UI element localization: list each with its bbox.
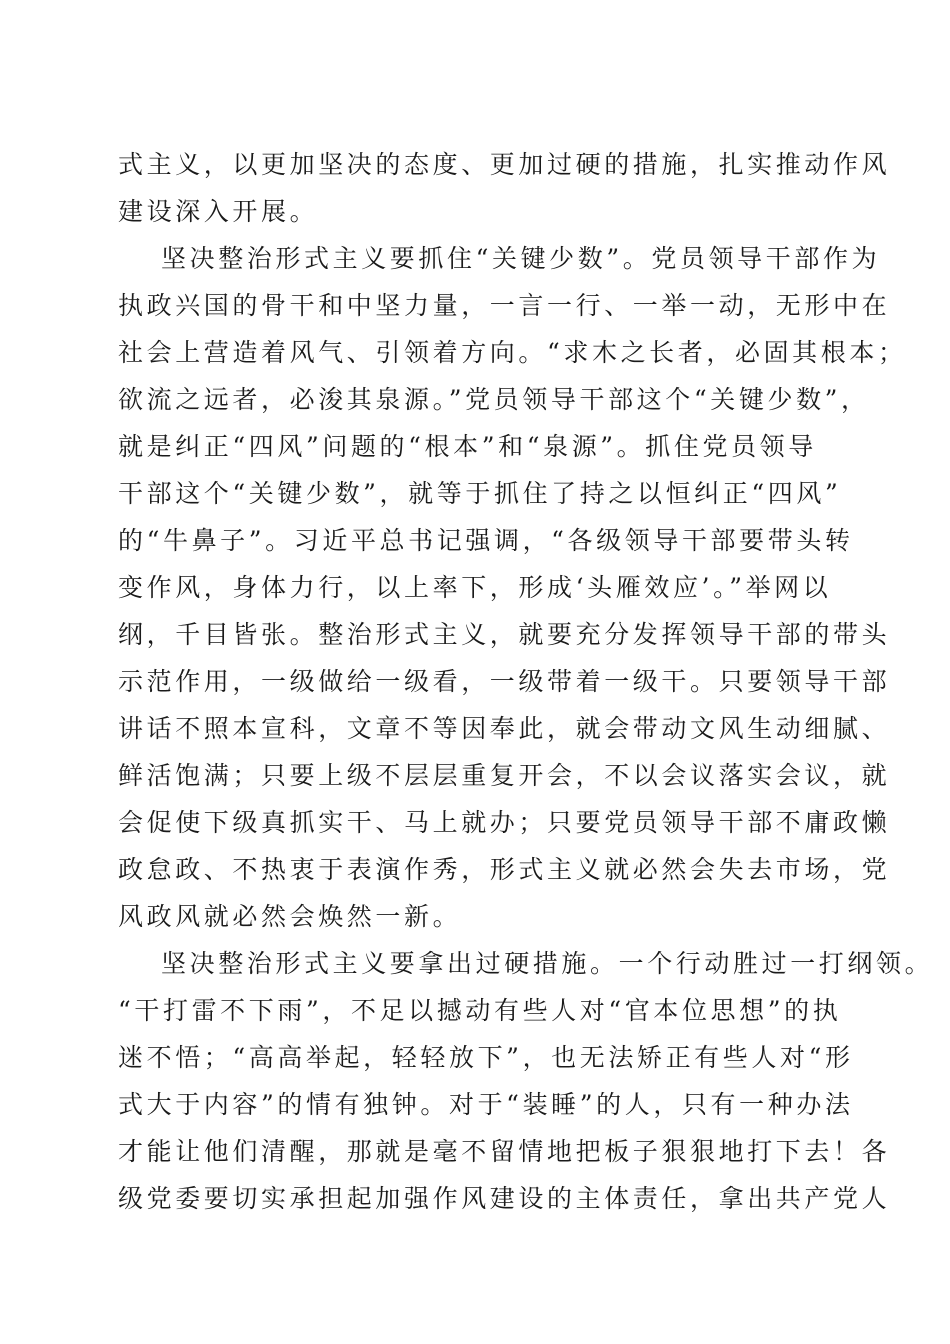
text-line: 迷不悟；“高高举起，轻轻放下”，也无法矫正有些人对“形 — [118, 1043, 854, 1072]
paragraph-start-line: 坚决整治形式主义要抓住“关键少数”。党员领导干部作为 — [161, 244, 881, 273]
text-line: 的“牛鼻子”。习近平总书记强调，“各级领导干部要带头转 — [118, 526, 854, 555]
text-line: 式大于内容”的情有独钟。对于“装睡”的人，只有一种办法 — [118, 1090, 854, 1119]
text-line: 讲话不照本宣科，文章不等因奉此，就会带动文风生动细腻、 — [118, 714, 891, 743]
text-line: 变作风，身体力行，以上率下，形成‘头雁效应’。”举网以 — [118, 573, 832, 602]
text-line: 欲流之远者，必浚其泉源。”党员领导干部这个“关键少数”， — [118, 385, 870, 414]
text-line: 式主义，以更加坚决的态度、更加过硬的措施，扎实推动作风 — [118, 150, 891, 179]
text-line: “干打雷不下雨”，不足以撼动有些人对“官本位思想”的执 — [118, 996, 842, 1025]
text-line: 鲜活饱满；只要上级不层层重复开会，不以会议落实会议，就 — [118, 761, 891, 790]
text-line: 执政兴国的骨干和中坚力量，一言一行、一举一动，无形中在 — [118, 291, 891, 320]
document-body — [118, 141, 934, 1222]
text-line: 就是纠正“四风”问题的“根本”和“泉源”。抓住党员领导 — [118, 432, 817, 461]
text-line: 社会上营造着风气、引领着方向。“求木之长者，必固其根本； — [118, 338, 907, 367]
text-line: 示范作用，一级做给一级看，一级带着一级干。只要领导干部 — [118, 667, 891, 696]
paragraph-start-line: 坚决整治形式主义要拿出过硬措施。一个行动胜过一打纲领。 — [161, 949, 934, 978]
text-line: 级党委要切实承担起加强作风建设的主体责任，拿出共产党人 — [118, 1184, 891, 1213]
text-line: 会促使下级真抓实干、马上就办；只要党员领导干部不庸政懒 — [118, 808, 891, 837]
text-line: 干部这个“关键少数”，就等于抓住了持之以恒纠正“四风” — [118, 479, 842, 508]
text-line: 纲，千目皆张。整治形式主义，就要充分发挥领导干部的带头 — [118, 620, 891, 649]
text-line: 政怠政、不热衷于表演作秀，形式主义就必然会失去市场，党 — [118, 855, 891, 884]
text-line: 建设深入开展。 — [118, 197, 319, 226]
text-line: 才能让他们清醒，那就是毫不留情地把板子狠狠地打下去！各 — [118, 1137, 891, 1166]
text-line: 风政风就必然会焕然一新。 — [118, 902, 462, 931]
